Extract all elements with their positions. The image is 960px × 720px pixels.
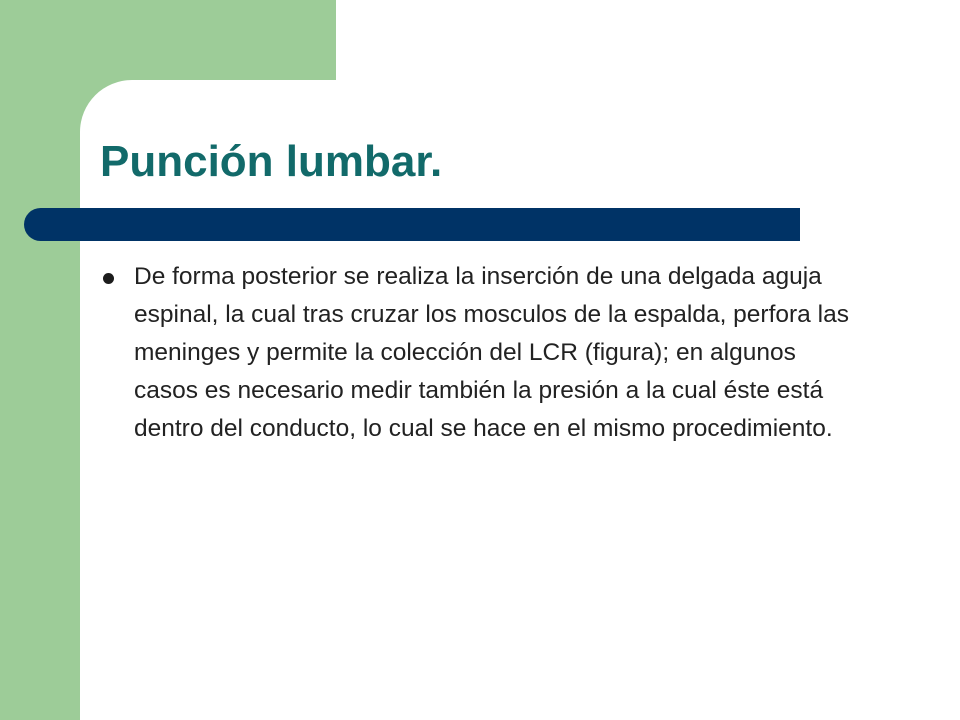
slide-title: Punción lumbar. bbox=[100, 137, 443, 186]
title-underline-bar bbox=[24, 208, 800, 241]
bullet-text: De forma posterior se realiza la inserción de una delgada aguja espinal, la cual tras cruzar los mosculos de la espalda, perfora las meninges y permite la colección del LCR (figura); en algunos casos es necesario medir también la presión a la cual éste está dentro del conducto, lo cual se hace en el mismo procedimiento. bbox=[134, 263, 849, 442]
bullet-dot-icon bbox=[103, 273, 114, 284]
bullet-item bbox=[100, 258, 860, 448]
bullet-list bbox=[100, 258, 860, 448]
